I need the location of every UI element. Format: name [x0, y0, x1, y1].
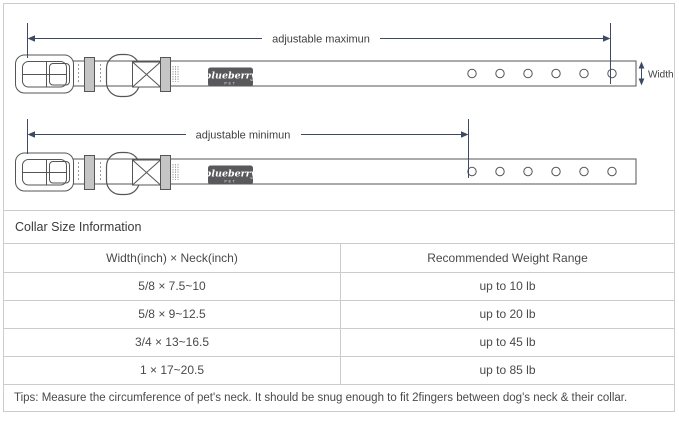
- weight-cell: up to 10 lb: [340, 273, 674, 300]
- column-header-size: Width(inch) × Neck(inch): [106, 251, 238, 265]
- size-cell: 5/8 × 9~12.5: [138, 307, 206, 321]
- width-annotation: [639, 62, 674, 86]
- table-header-row: [4, 243, 674, 272]
- collar-size-table: [4, 210, 674, 412]
- table-row: [4, 328, 674, 356]
- table-section-title: Collar Size Information: [4, 210, 674, 243]
- collar-top: [16, 55, 637, 97]
- weight-cell: up to 20 lb: [340, 301, 674, 328]
- page-frame: [3, 3, 675, 412]
- table-row: [4, 272, 674, 300]
- size-cell: 1 × 17~20.5: [139, 363, 205, 377]
- collar-bottom: [16, 153, 637, 195]
- size-cell: 3/4 × 13~16.5: [134, 335, 210, 349]
- tips-note: Tips: Measure the circumference of pet's neck. It should be snug enough to fit 2fingers between dog's neck & their collar.: [4, 384, 674, 412]
- column-header-weight: Recommended Weight Range: [340, 244, 674, 272]
- table-row: [4, 356, 674, 384]
- table-row: [4, 300, 674, 328]
- adjustable-maximum-label: adjustable maximun: [272, 33, 370, 46]
- size-cell: 5/8 × 7.5~10: [138, 279, 206, 293]
- width-label: Width: [648, 69, 674, 81]
- collar-diagram: [4, 4, 675, 210]
- weight-cell: up to 45 lb: [340, 329, 674, 356]
- adjustable-minimum-label: adjustable minimun: [195, 129, 291, 142]
- weight-cell: up to 85 lb: [340, 357, 674, 384]
